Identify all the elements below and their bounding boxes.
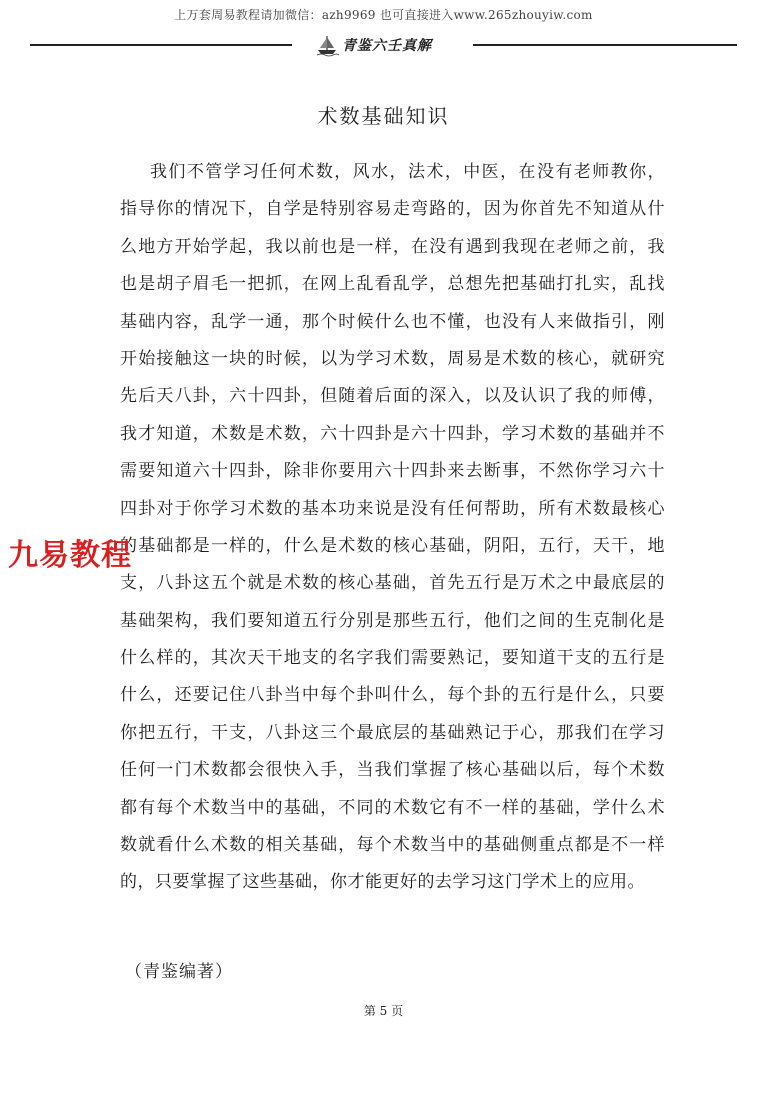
text-line: 任何一门术数都会很快入手，当我们掌握了核心基础以后，每个术数: [120, 760, 665, 781]
text-line: 基础架构，我们要知道五行分别是那些五行，他们之间的生克制化是: [120, 610, 665, 631]
text-line: 开始接触这一块的时候，以为学习术数，周易是术数的核心，就研究: [120, 348, 665, 369]
page-title: 术数基础知识: [317, 104, 450, 128]
text-line: 也是胡子眉毛一把抓，在网上乱看乱学，总想先把基础打扎实，乱找: [120, 274, 665, 295]
text-line: 的基础都是一样的，什么是术数的核心基础，阴阳，五行，天干，地: [120, 535, 665, 556]
text-line: 我才知道，术数是术数，六十四卦是六十四卦，学习术数的基础并不: [120, 423, 665, 444]
text-line: 基础内容，乱学一通，那个时候什么也不懂，也没有人来做指引，刚: [120, 311, 665, 332]
text-line: 四卦对于你学习术数的基本功来说是没有任何帮助，所有术数最核心: [120, 498, 665, 519]
text-line: 什么样的，其次天干地支的名字我们需要熟记，要知道干支的五行是: [120, 648, 665, 669]
text-line: 么地方开始学起，我以前也是一样，在没有遇到我现在老师之前，我: [120, 236, 665, 257]
watermark-text: 九易教程: [8, 538, 132, 573]
ship-logo-icon: [315, 33, 339, 57]
text-line: 我们不管学习任何术数，风水，法术，中医，在没有老师教你，: [150, 162, 665, 182]
header-rule-right: [473, 44, 737, 46]
text-line: 指导你的情况下，自学是特别容易走弯路的，因为你首先不知道从什: [120, 199, 665, 220]
body-paragraph: [120, 154, 665, 902]
text-line: 先后天八卦，六十四卦，但随着后面的深入，以及认识了我的师傅，: [120, 386, 665, 407]
text-line: 什么，还要记住八卦当中每个卦叫什么，每个卦的五行是什么，只要: [120, 685, 665, 706]
text-line: 数就看什么术数的相关基础，每个术数当中的基础侧重点都是不一样: [120, 835, 665, 856]
text-line: 支，八卦这五个就是术数的核心基础，首先五行是万术之中最底层的: [120, 573, 665, 594]
text-line: 的，只要掌握了这些基础，你才能更好的去学习这门学术上的应用。: [120, 872, 645, 893]
text-line: 需要知道六十四卦，除非你要用六十四卦来去断事，不然你学习六十: [120, 461, 665, 482]
page-header: [30, 33, 737, 57]
top-note: 上万套周易教程请加微信：azh9969 也可直接进入www.265zhouyiw.com: [174, 8, 593, 22]
text-line: 都有每个术数当中的基础，不同的术数它有不一样的基础，学什么术: [120, 797, 665, 818]
page-number: 第 5 页: [363, 1004, 404, 1018]
author-credit: （青鉴编著）: [125, 962, 233, 982]
text-line: 你把五行，干支，八卦这三个最底层的基础熟记于心，那我们在学习: [120, 722, 665, 743]
header-rule-left: [30, 44, 292, 46]
header-title: 青鉴六壬真解: [342, 38, 432, 54]
